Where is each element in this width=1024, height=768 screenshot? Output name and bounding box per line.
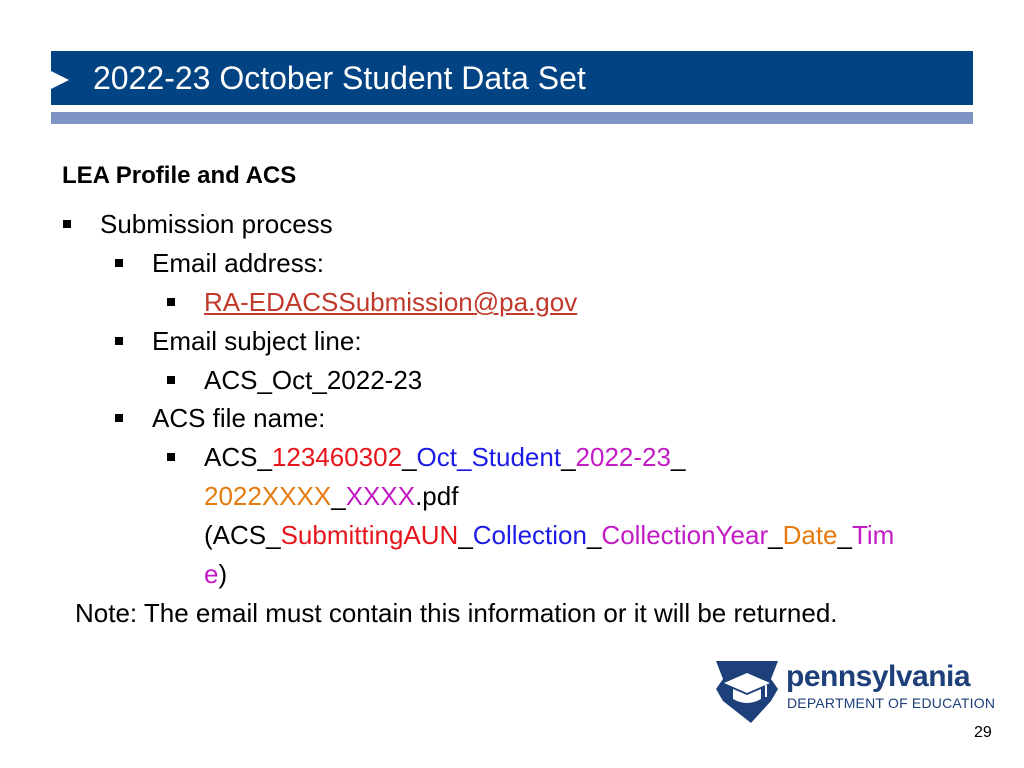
pattern-sep: _ (768, 520, 783, 550)
logo-department: DEPARTMENT OF EDUCATION (787, 695, 996, 711)
file-name-extension: .pdf (415, 481, 459, 511)
email-address-link[interactable]: RA-EDACSSubmission@pa.gov (204, 287, 578, 317)
file-name-aun: 123460302 (271, 442, 403, 472)
pattern-aun: SubmittingAUN (280, 520, 459, 550)
section-heading: LEA Profile and ACS (62, 162, 297, 189)
email-subject-value: ACS_Oct_2022-23 (204, 365, 423, 395)
file-name-pattern-line-1 (204, 520, 894, 550)
pattern-collection: Collection (472, 520, 587, 550)
file-name-example-line-2 (204, 481, 458, 511)
file-name-pattern-line-2 (204, 559, 227, 589)
file-name-sep: _ (670, 442, 686, 472)
logo-name: pennsylvania (786, 660, 971, 693)
bullet-file-name-label: ACS file name: (152, 403, 326, 433)
bullet-icon (115, 337, 123, 345)
bullet-email-subject-label: Email subject line: (152, 326, 362, 356)
pattern-sep: _ (458, 520, 473, 550)
pattern-sep: _ (586, 520, 602, 550)
email-address-line (204, 287, 577, 317)
file-name-prefix: ACS_ (204, 442, 272, 472)
pattern-close: ) (218, 559, 228, 589)
file-name-collection: Oct_Student (416, 442, 562, 472)
bullet-icon (115, 414, 123, 422)
pattern-time-part2: e (204, 559, 219, 589)
pattern-time-part1: Tim (851, 520, 895, 550)
bullet-icon (63, 220, 71, 228)
slide-title: 2022-23 October Student Data Set (93, 60, 586, 96)
bullet-icon (167, 453, 175, 461)
pattern-sep: _ (837, 520, 852, 550)
file-name-sep: _ (561, 442, 576, 472)
bullet-icon (115, 259, 123, 267)
pattern-date: Date (782, 520, 838, 550)
file-name-date: 2022XXXX (204, 481, 332, 511)
title-underline (51, 112, 973, 124)
pattern-year: CollectionYear (601, 520, 769, 550)
page-number: 29 (974, 724, 992, 741)
note-text: Note: The email must contain this information or it will be returned. (75, 598, 838, 628)
bullet-icon (167, 298, 175, 306)
bullet-icon (167, 376, 175, 384)
bullet-email-address-label: Email address: (152, 248, 324, 278)
pattern-open: (ACS_ (204, 520, 281, 550)
file-name-sep: _ (331, 481, 346, 511)
file-name-example-line-1 (204, 442, 685, 472)
file-name-time: XXXX (345, 481, 416, 511)
bullet-submission-process: Submission process (100, 209, 333, 239)
file-name-sep: _ (402, 442, 417, 472)
title-arrow-icon (51, 71, 69, 89)
file-name-year: 2022-23 (575, 442, 671, 472)
